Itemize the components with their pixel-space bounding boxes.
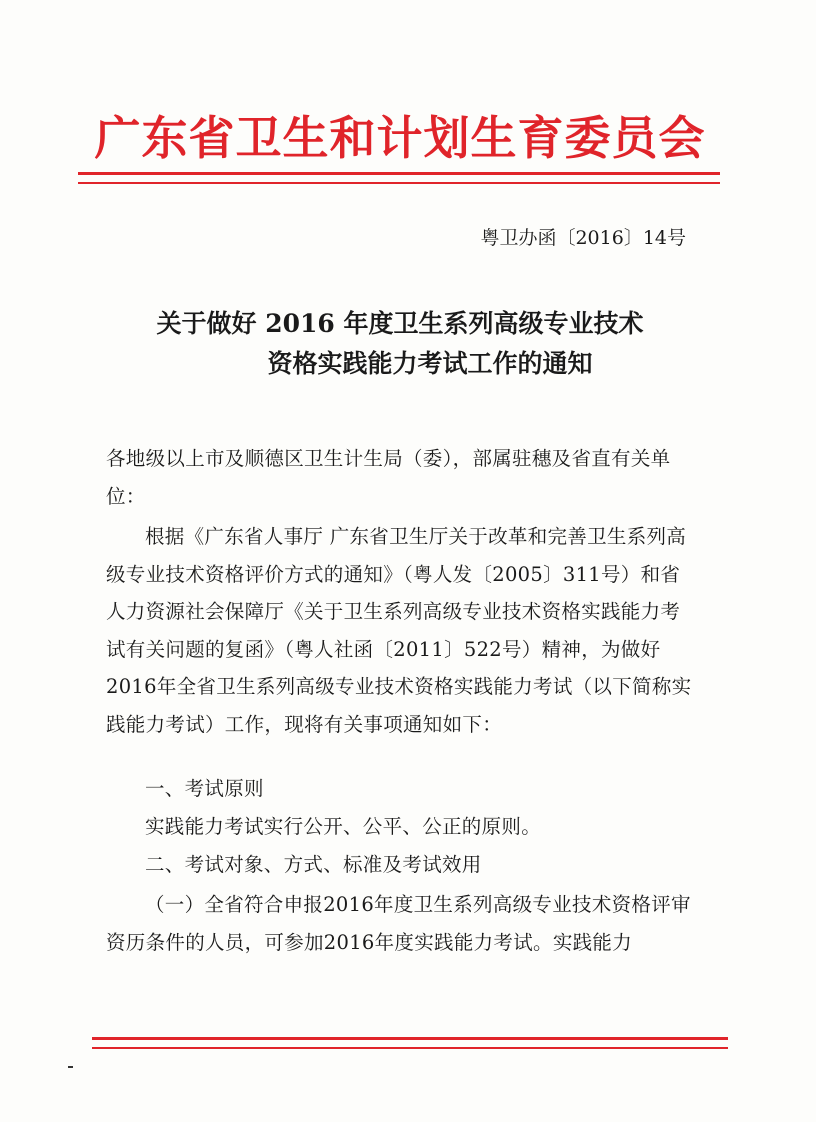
footer-rule-thin xyxy=(92,1047,728,1049)
section-1-text: 实践能力考试实行公开、公平、公正的原则。 xyxy=(145,815,542,838)
section-2-heading: 二、考试对象、方式、标准及考试效用 xyxy=(145,853,482,876)
section-1-heading: 一、考试原则 xyxy=(145,777,264,800)
letterhead-rule-thin xyxy=(78,182,720,184)
section-2-item-1: （一）全省符合申报2016年度卫生系列高级专业技术资格评审资历条件的人员，可参加2016年度实践能力考试。实践能力 xyxy=(106,893,691,954)
notice-title-line-2: 资格实践能力考试工作的通知 xyxy=(267,349,593,378)
letterhead-title: 广东省卫生和计划生育委员会 xyxy=(94,111,706,165)
intro-paragraph: 根据《广东省人事厅 广东省卫生厅关于改革和完善卫生系列高级专业技术资格评价方式的通知》（粤人发〔2005〕311号）和省人力资源社会保障厅《关于卫生系列高级专业技术资格实践能力考试有关问题的复函》（粤人社函〔2011〕522号）精神，为做好2016年全省卫生系列高级专业技术资格实践能力考试（以下简称实践能力考试）工作，现将有关事项通知如下： xyxy=(106,525,692,736)
greeting: 各地级以上市及顺德区卫生计生局（委），部属驻穗及省直有关单位： xyxy=(106,447,671,508)
footer-rule-thick xyxy=(92,1037,728,1040)
document-number: 粤卫办函〔2016〕14号 xyxy=(480,227,686,249)
page-mark xyxy=(68,1066,73,1068)
letterhead-rule-thick xyxy=(78,172,720,175)
notice-title-line-1: 关于做好 2016 年度卫生系列高级专业技术 xyxy=(156,309,644,338)
